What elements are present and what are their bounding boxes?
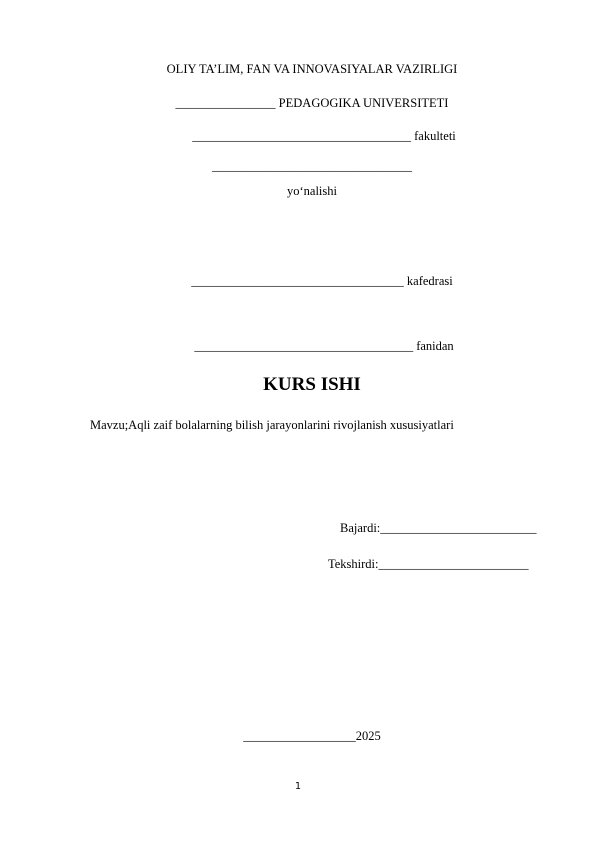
page-number: 1 xyxy=(294,781,302,792)
direction-blank-line: ________________________________ xyxy=(212,159,412,173)
checker-line: Tekshirdi:________________________ xyxy=(328,557,529,571)
university-line: ________________ PEDAGOGIKA UNIVERSITETI xyxy=(175,96,449,110)
subject-line: ___________________________________ fanidan xyxy=(194,339,454,353)
document-title: KURS ISHI xyxy=(263,374,361,395)
department-line: __________________________________ kafedrasi xyxy=(191,274,453,288)
faculty-line: ___________________________________ fakulteti xyxy=(192,129,456,143)
ministry-heading: OLIY TA’LIM, FAN VA INNOVASIYALAR VAZIRLIGI xyxy=(166,62,458,76)
direction-label: yo‘nalishi xyxy=(287,184,337,198)
year-line: __________________2025 xyxy=(243,729,381,743)
executor-line: Bajardi:_________________________ xyxy=(340,521,537,535)
topic-line: Mavzu;Aqli zaif bolalarning bilish jarayonlarini rivojlanish xususiyatlari xyxy=(90,418,454,432)
